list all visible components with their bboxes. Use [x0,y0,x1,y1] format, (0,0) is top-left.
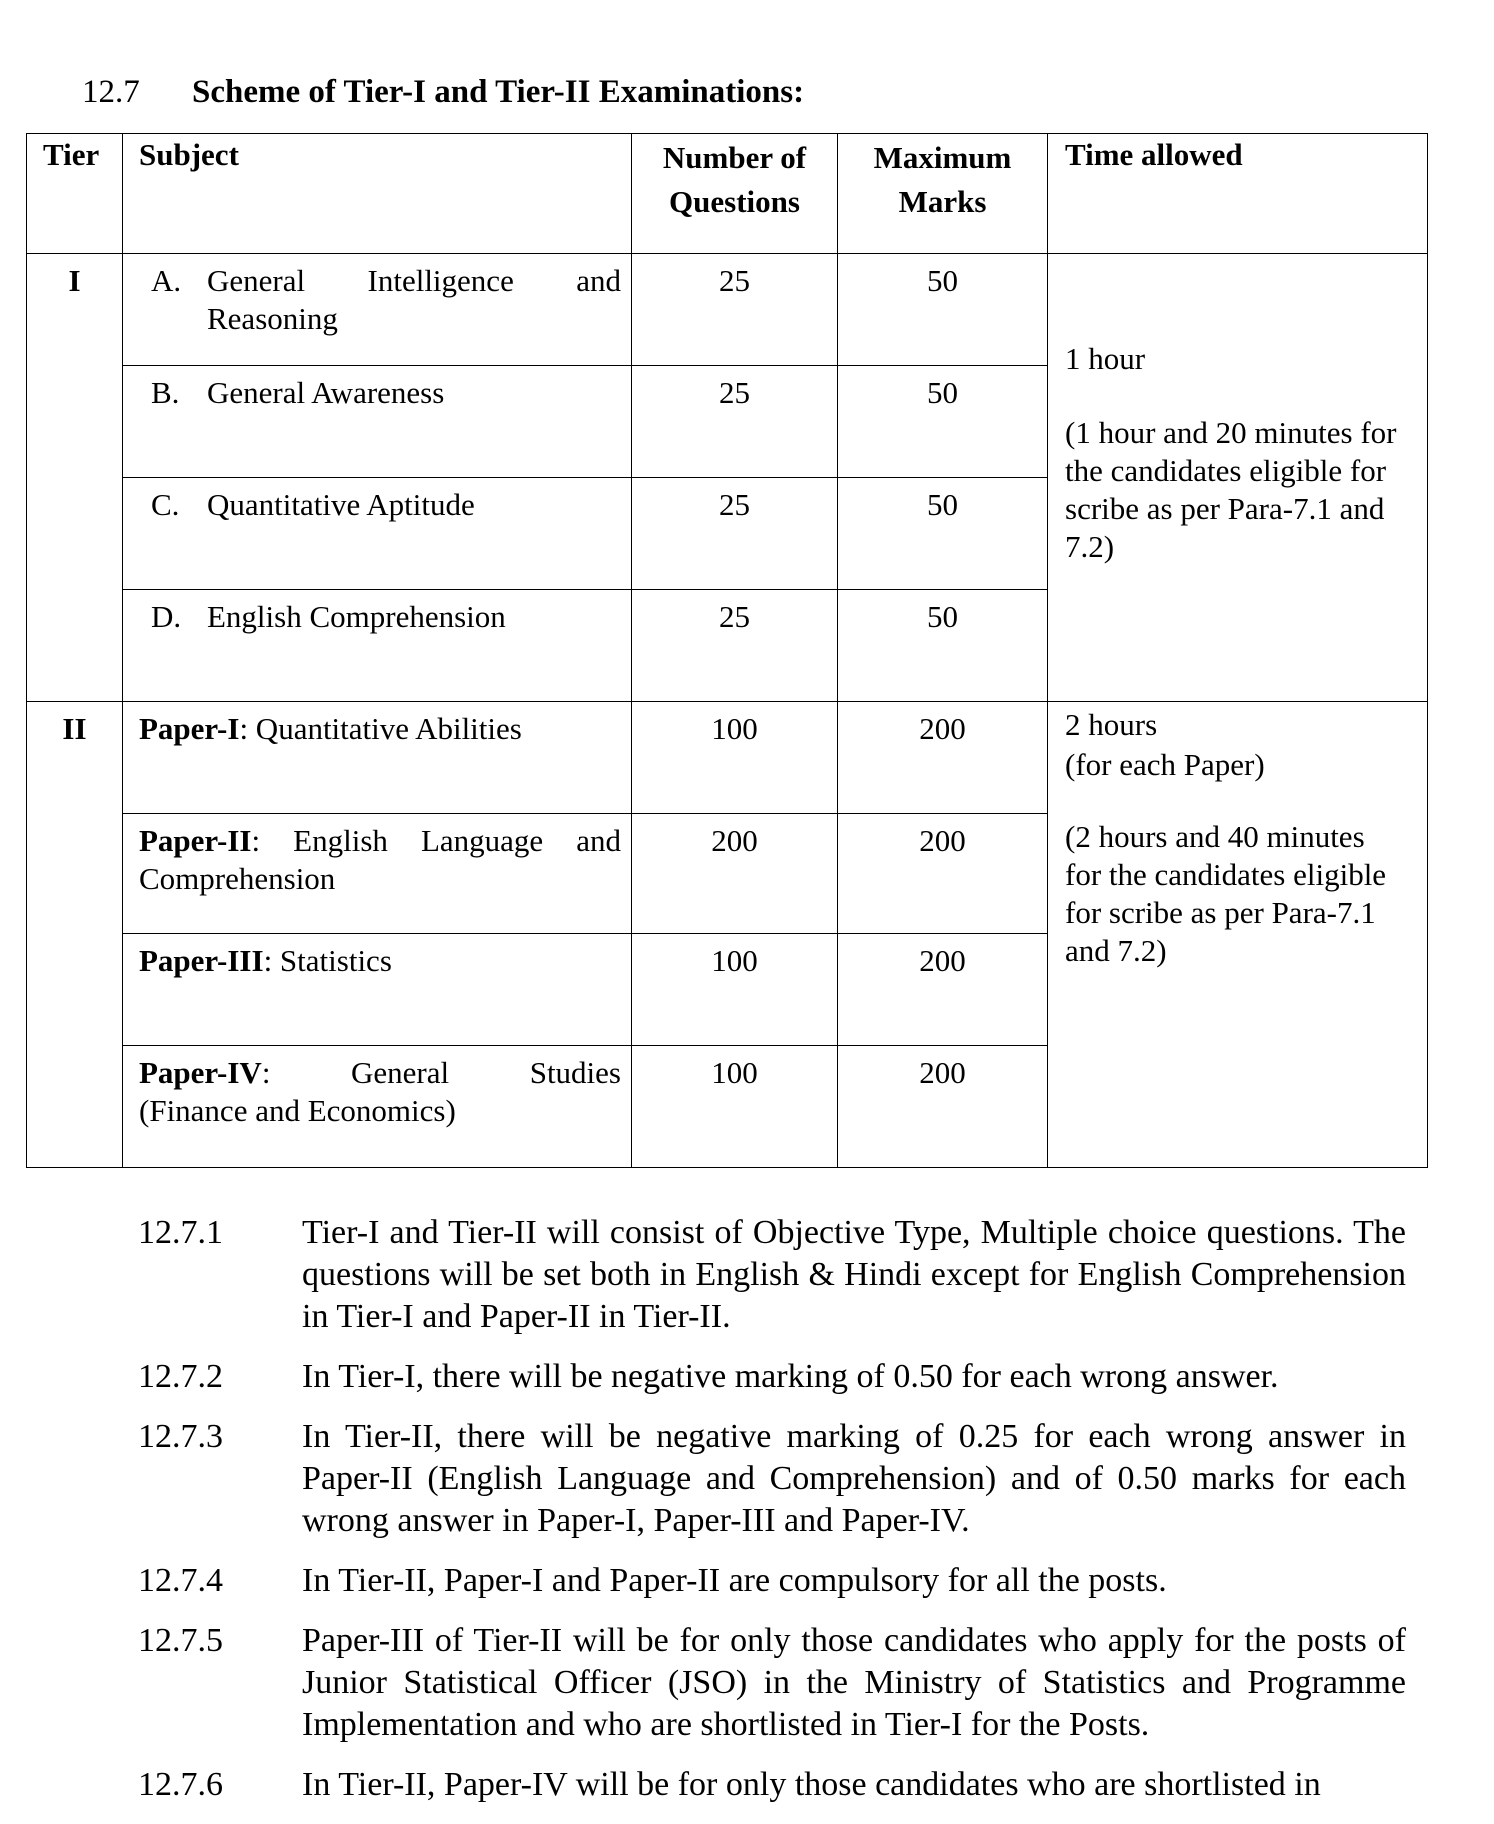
subject-letter: D. [151,599,182,634]
paragraph [138,1560,1406,1602]
max-marks: 50 [838,254,1048,366]
paragraph [138,1620,1406,1746]
tier1-subject-d [123,590,632,702]
header-marks [838,134,1048,254]
table-header-row [27,134,1428,254]
max-marks: 200 [838,702,1048,814]
questions-count: 25 [632,254,838,366]
table-row [27,702,1428,814]
tier1-subject-c [123,478,632,590]
tier-1-label: I [27,254,123,702]
header-time: Time allowed [1048,134,1428,254]
paragraph [138,1356,1406,1398]
paragraph-text: Tier-I and Tier-II will consist of Objective Type, Multiple choice questions. The questions will be set both in English & Hindi except for English Comprehension in Tier-I and Paper-II in Tier-II. [302,1214,1406,1335]
section-title: Scheme of Tier-I and Tier-II Examinations: [192,74,805,110]
questions-count: 25 [632,590,838,702]
tier2-time-note: (2 hours and 40 minutes for the candidates eligible for scribe as per Para-7.1 and 7.2) [1065,819,1387,968]
header-marks-line1: Maximum [873,140,1012,175]
exam-scheme-table [26,133,1428,1168]
paper-subject: : Quantitative Abilities [239,711,522,746]
tier1-subject-a [123,254,632,366]
header-questions-line2: Questions [669,184,800,219]
subject-name: Quantitative Aptitude [207,487,475,522]
max-marks: 50 [838,590,1048,702]
max-marks: 50 [838,366,1048,478]
header-questions-line1: Number of [662,140,807,175]
tier1-time-allowed [1048,254,1428,702]
paper-subject-cont: (Finance and Economics) [139,1093,456,1128]
scheme-notes [138,1212,1406,1824]
paragraph-text: In Tier-II, there will be negative marking of 0.25 for each wrong answer in Paper-II (English Language and Comprehension) and of 0.50 marks for each wrong answer in Paper-I, Paper-III and Paper-IV. [302,1418,1406,1539]
paper-subject: : Statistics [263,943,392,978]
section-number: 12.7 [82,74,140,110]
paragraph-number: 12.7.3 [138,1418,223,1455]
paragraph-text: In Tier-II, Paper-IV will be for only those candidates who are shortlisted in [302,1766,1321,1803]
paragraph-number: 12.7.4 [138,1562,223,1599]
header-marks-line2: Marks [898,184,987,219]
questions-count: 25 [632,366,838,478]
paragraph-number: 12.7.1 [138,1214,223,1251]
tier2-paper-4 [123,1046,632,1168]
tier2-time-main: 2 hours [1065,707,1158,742]
questions-count: 100 [632,702,838,814]
questions-count: 100 [632,934,838,1046]
paragraph-number: 12.7.5 [138,1622,223,1659]
paragraph [138,1764,1406,1806]
tier2-time-allowed [1048,702,1428,1168]
subject-name-cont: Reasoning [207,301,338,336]
paragraph-text: In Tier-II, Paper-I and Paper-II are compulsory for all the posts. [302,1562,1167,1599]
questions-count: 25 [632,478,838,590]
paper-name: Paper-II [139,823,252,858]
header-subject: Subject [123,134,632,254]
subject-letter: C. [151,487,180,522]
subject-letter: A. [151,263,182,298]
max-marks: 200 [838,934,1048,1046]
paper-subject: : General Studies [261,1055,621,1090]
tier1-time-note: (1 hour and 20 minutes for the candidates eligible for scribe as per Para-7.1 and 7.2) [1065,415,1397,564]
questions-count: 200 [632,814,838,934]
tier-2-label: II [27,702,123,1168]
tier2-time-sub: (for each Paper) [1065,747,1265,782]
paragraph-text: In Tier-I, there will be negative marking of 0.50 for each wrong answer. [302,1358,1279,1395]
subject-name: English Comprehension [207,599,506,634]
paper-name: Paper-I [139,711,240,746]
max-marks: 50 [838,478,1048,590]
section-heading [82,72,804,112]
paper-name: Paper-IV [139,1055,262,1090]
paper-subject-cont: Comprehension [139,861,336,896]
max-marks: 200 [838,814,1048,934]
paragraph [138,1212,1406,1338]
tier1-time-main: 1 hour [1065,341,1146,376]
max-marks: 200 [838,1046,1048,1168]
table-row [27,254,1428,366]
subject-name: General Intelligence and [207,263,621,298]
tier1-subject-b [123,366,632,478]
subject-letter: B. [151,375,180,410]
header-questions [632,134,838,254]
questions-count: 100 [632,1046,838,1168]
tier2-paper-2 [123,814,632,934]
paper-subject: : English Language and [251,823,621,858]
paragraph [138,1416,1406,1542]
paper-name: Paper-III [139,943,264,978]
paragraph-number: 12.7.2 [138,1358,223,1395]
tier2-paper-1 [123,702,632,814]
paragraph-number: 12.7.6 [138,1766,223,1803]
paragraph-text: Paper-III of Tier-II will be for only those candidates who apply for the posts of Junior Statistical Officer (JSO) in the Ministry of Statistics and Programme Implementation and who are shortlisted in Tier-I for the Posts. [302,1622,1406,1743]
subject-name: General Awareness [207,375,445,410]
tier2-paper-3 [123,934,632,1046]
header-tier: Tier [27,134,123,254]
